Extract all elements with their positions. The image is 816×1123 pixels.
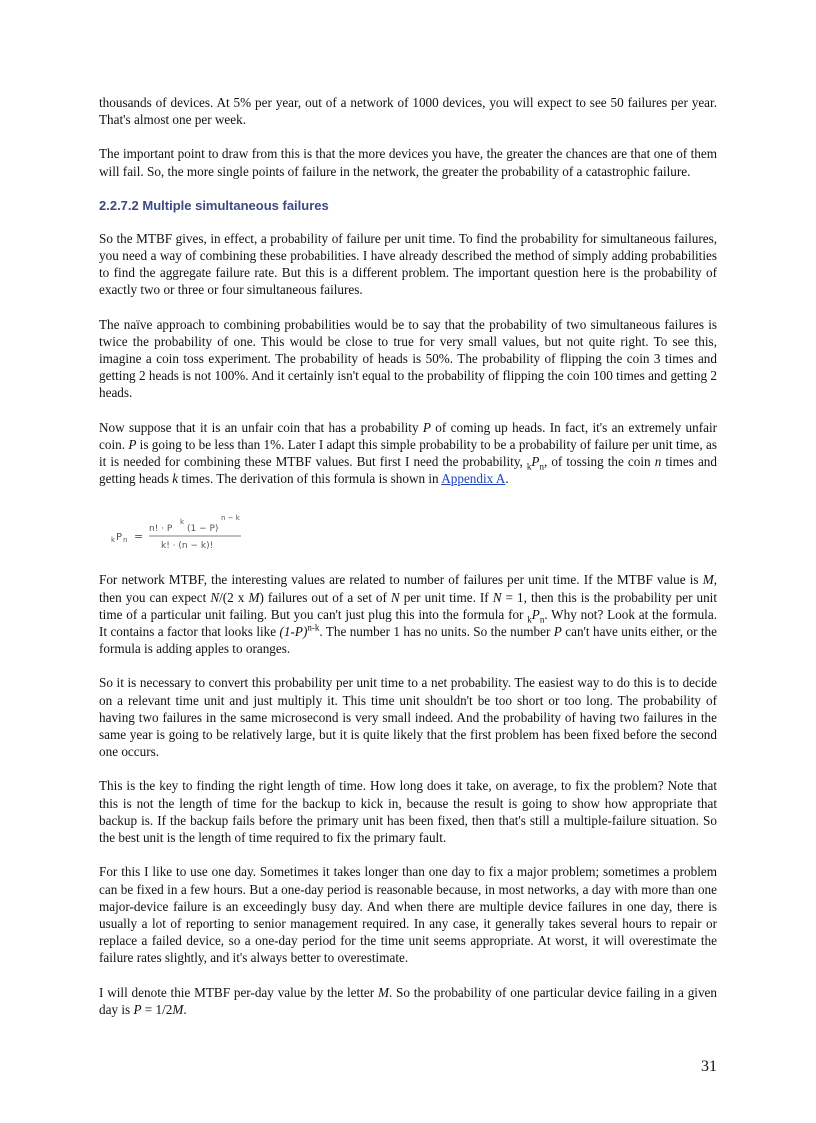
page-number: 31 xyxy=(701,1058,717,1075)
page-body xyxy=(99,94,717,1035)
paragraph: For this I like to use one day. Sometimes it takes longer than one day to fix a major problem; sometimes a problem can be fixed in a few hours. But a one-day period is reasonable because, in most networks, a day with more than one major-device failure is an exceedingly busy day. And when there are multiple device failures in one day, there is usually a lot of reporting to senior management required. In any case, it generally takes several hours to repair or replace a failed device, so a one-day period for the time unit seems appropriate. At worst, it will overestimate the failure rates slightly, and it's always better to overestimate. xyxy=(99,864,717,966)
formula-denominator: k! · (n − k)! xyxy=(161,541,214,552)
paragraph: So the MTBF gives, in effect, a probability of failure per unit time. To find the probability for simultaneous failures, you need a way of combining these probabilities. I have already described the method of simply adding probabilities to find the aggregate failure rate. But this is a different problem. The important question here is the probability of exactly two or three or four simultaneous failures. xyxy=(99,230,717,298)
formula-lhs-sub: k xyxy=(111,536,116,545)
formula-image xyxy=(109,504,269,562)
formula-num-sup: k xyxy=(180,518,185,527)
formula-equals: = xyxy=(134,530,144,544)
formula-lhs-sub2: n xyxy=(123,536,128,545)
paragraph: The naïve approach to combining probabilities would be to say that the probability of two simultaneous failures is twice the probability of one. This would be close to true for very small values, but not quite right. To see this, imagine a coin toss experiment. The probability of heads is 50%. The probability of flipping the coin 3 times and getting 2 heads is not 100%. And it certainly isn't equal to the probability of flipping the coin 100 times and getting 2 heads. xyxy=(99,316,717,401)
formula-numerator: n! · P xyxy=(149,524,173,535)
paragraph: For network MTBF, the interesting values are related to number of failures per unit time. If the MTBF value is M, then you can expect N/(2 x M) failures out of a set of N per unit time. If N = 1, then this is the probability per unit time of a particular unit failing. But you can't just plug this into the formula for $_kP_n$. Why not? Look at the formula. It contains a factor that looks like $(1-P)^{n-k}$. The number 1 has no units. So the number P can't have units either, or the formula is adding apples to oranges. xyxy=(99,572,718,657)
formula-numerator-b: (1 − P) xyxy=(187,524,219,535)
paragraph: Now suppose that it is an unfair coin that has a probability P of coming up heads. In fact, it's an extremely unfair coin. P is going to be less than 1%. Later I adapt this simple probability to be a probability of failure per unit time, as it is needed for combining these MTBF values. But first I need the probability, $_kP_n$, of tossing the coin n times and getting heads k times. The derivation of this formula is shown in Appendix A. xyxy=(99,419,717,487)
binomial-formula xyxy=(109,504,717,562)
paragraph: I will denote thie MTBF per-day value by the letter M. So the probability of one particular device failing in a given day is P = 1/2M. xyxy=(99,984,717,1017)
paragraph: The important point to draw from this is that the more devices you have, the greater the chances are that one of them will fail. So, the more single points of failure in the network, the greater the probability of a catastrophic failure. xyxy=(99,146,717,179)
formula-lhs-p: P xyxy=(116,532,123,544)
section-heading: 2.2.7.2 Multiple simultaneous failures xyxy=(99,197,329,213)
paragraph: This is the key to finding the right length of time. How long does it take, on average, to fix the problem? Note that this is not the length of time for the backup to kick in, because the result is going to show how appropriate that backup is. If the backup fails before the primary unit has been fixed, then that's still a multiple-failure situation. So the best unit is the length of time required to fix the primary fault. xyxy=(99,778,717,846)
appendix-a-link[interactable]: Appendix A xyxy=(441,471,506,487)
formula-num-sup2: n − k xyxy=(221,514,240,523)
paragraph: thousands of devices. At 5% per year, out of a network of 1000 devices, you will expect to see 50 failures per year. That's almost one per week. xyxy=(99,95,717,128)
paragraph: So it is necessary to convert this probability per unit time to a net probability. The easiest way to do this is to decide on a relevant time unit and just multiply it. This time unit shouldn't be too short or too long. The probability of having two failures in the same microsecond is very small indeed. And the probability of having two failures in the same year is going to be relatively large, but it is quite likely that the first problem has been fixed before the second one occurs. xyxy=(99,675,717,760)
